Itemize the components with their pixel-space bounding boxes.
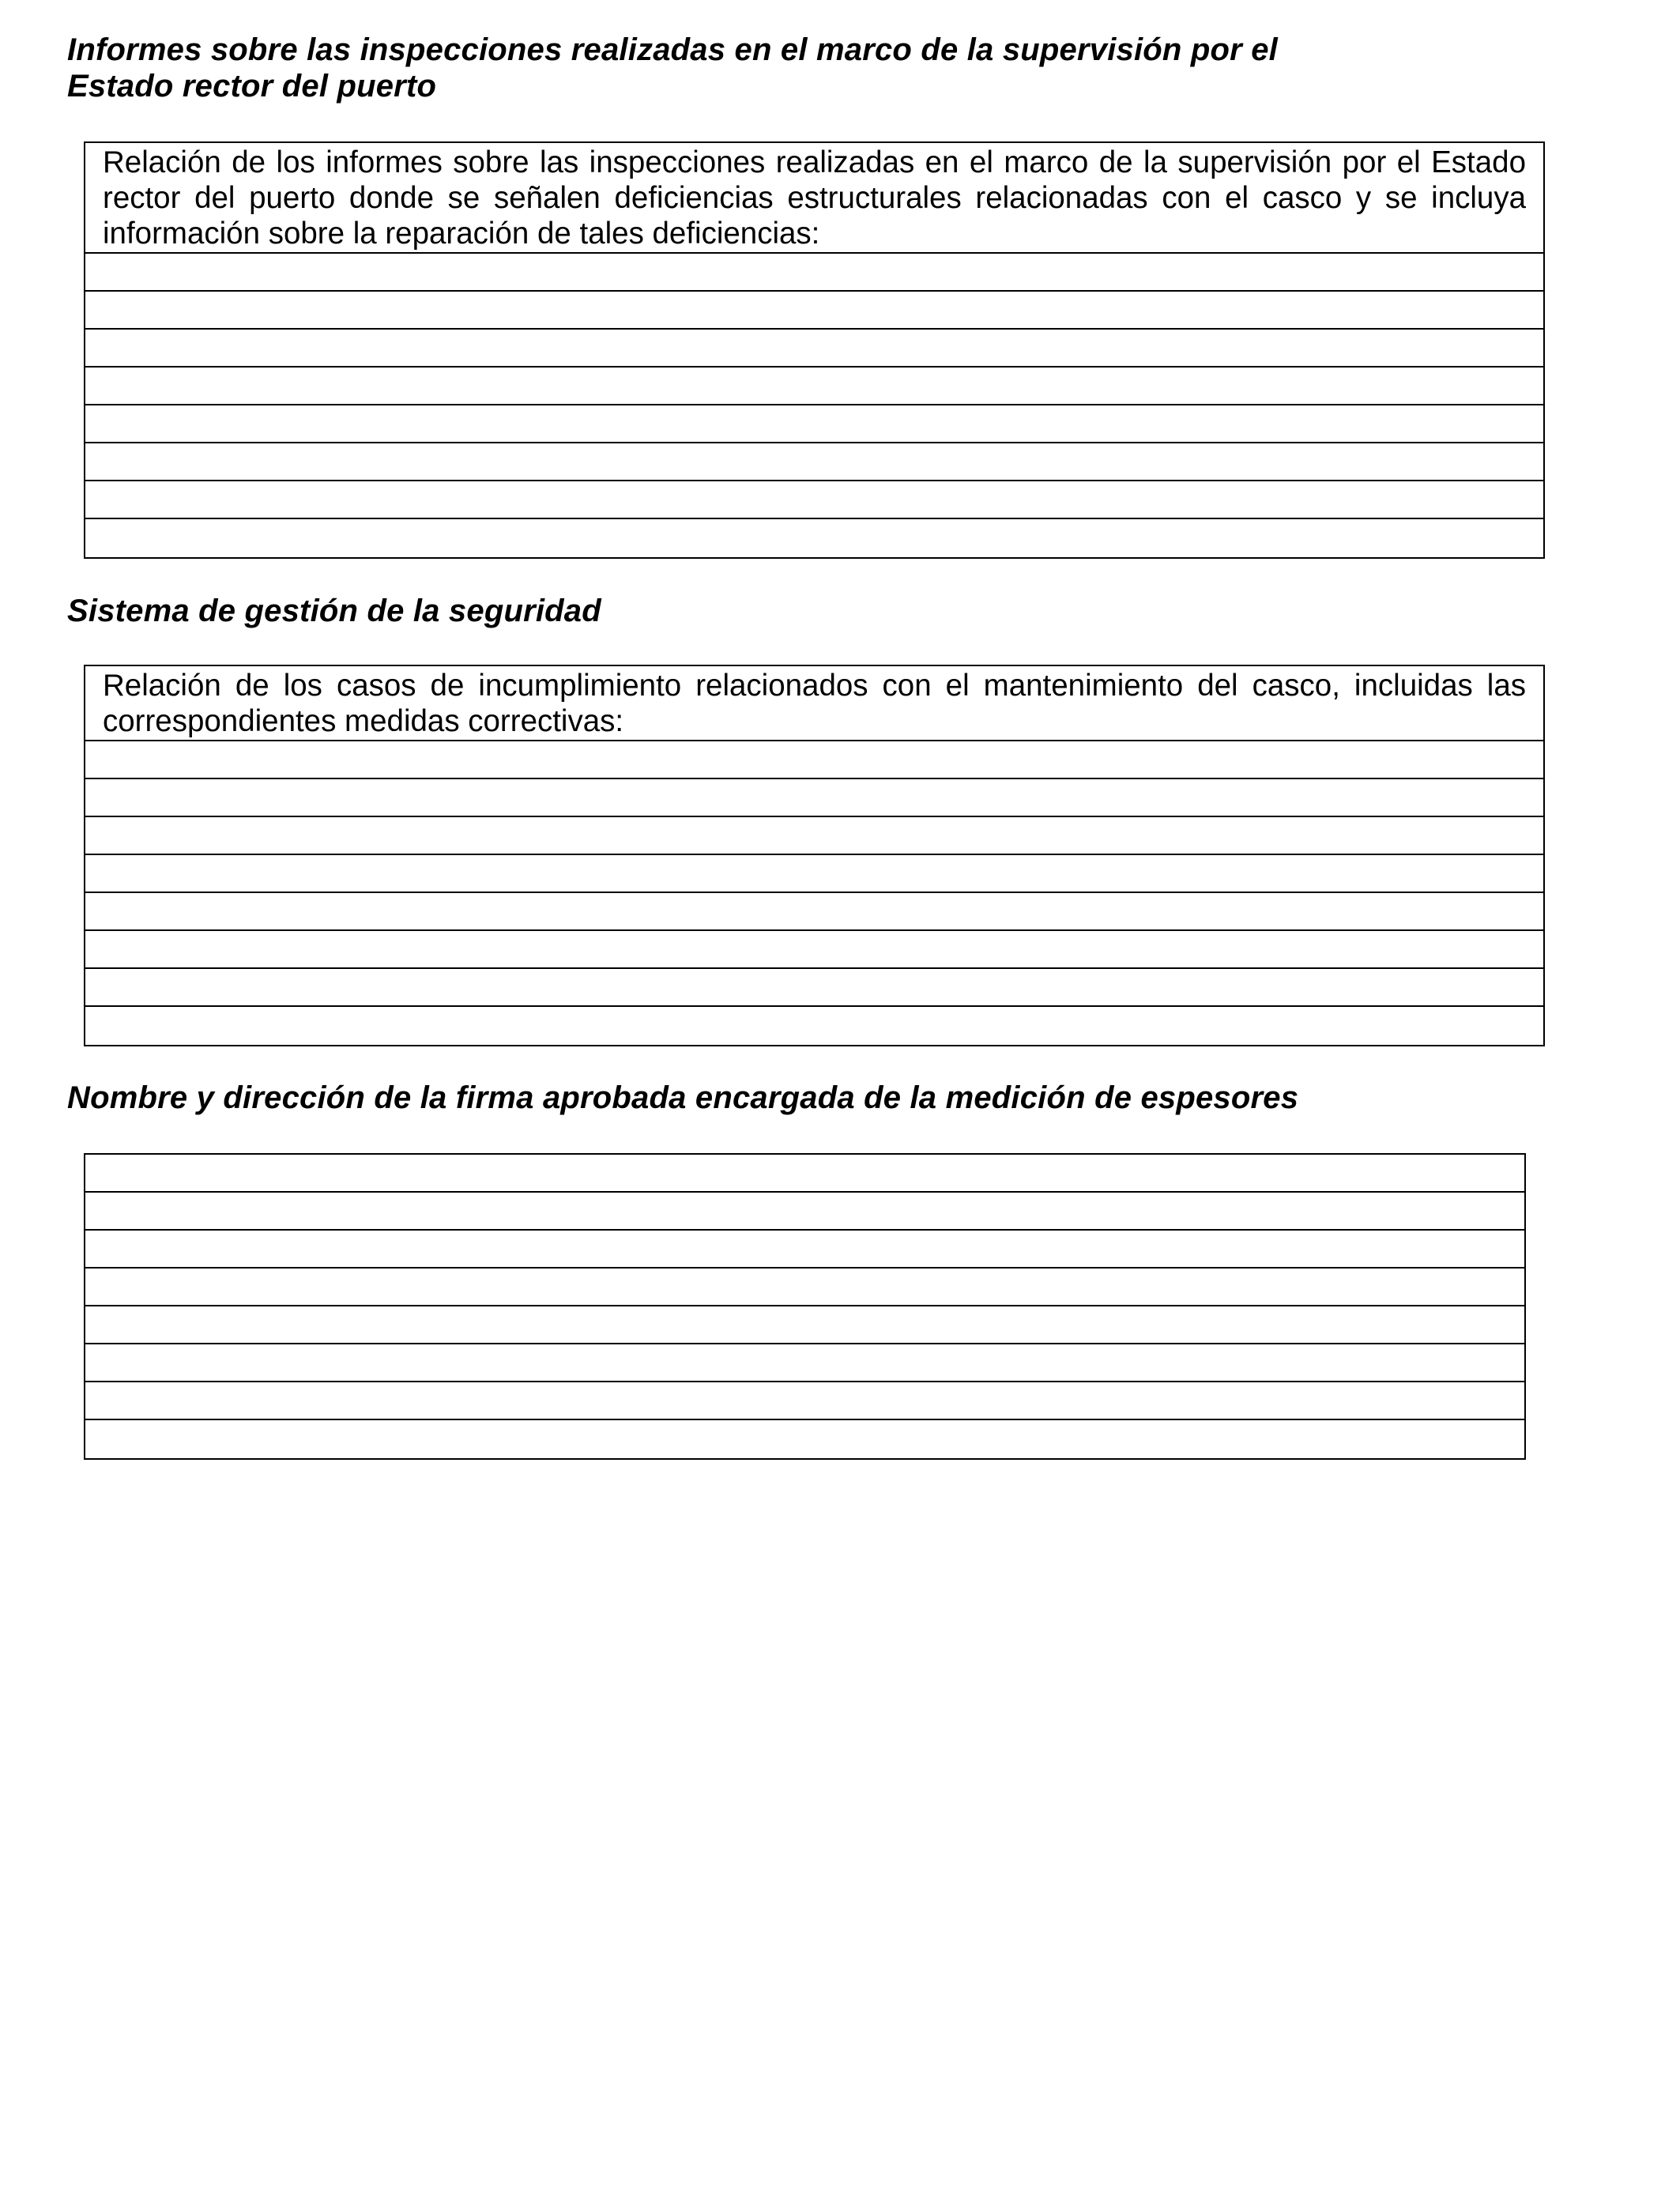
- psc-inspections-instructions: Relación de los informes sobre las inspecciones realizadas en el marco de la supervisión por el Estado rector del puerto donde se señalen deficiencias estructurales relacionadas con el casco y se incluya información sobre la reparación de tales deficiencias:: [85, 143, 1543, 254]
- entry-line-8[interactable]: [85, 519, 1543, 557]
- entry-line-6[interactable]: [85, 931, 1543, 969]
- entry-line-1[interactable]: [85, 741, 1543, 779]
- entry-line-1[interactable]: [85, 1155, 1524, 1193]
- entry-line-3[interactable]: [85, 330, 1543, 368]
- entry-line-2[interactable]: [85, 1193, 1524, 1231]
- entry-line-1[interactable]: [85, 254, 1543, 292]
- entry-line-4[interactable]: [85, 1269, 1524, 1306]
- entry-line-6[interactable]: [85, 443, 1543, 481]
- section-heading-psc-inspections: Informes sobre las inspecciones realizadas en el marco de la supervisión por el Estado rector del puerto: [67, 32, 1278, 104]
- entry-line-2[interactable]: [85, 292, 1543, 330]
- entry-line-5[interactable]: [85, 1306, 1524, 1344]
- entry-line-2[interactable]: [85, 779, 1543, 817]
- entry-line-8[interactable]: [85, 1420, 1524, 1458]
- section-heading-thickness-firm: Nombre y dirección de la firma aprobada encargada de la medición de espesores: [67, 1080, 1299, 1115]
- entry-line-5[interactable]: [85, 405, 1543, 443]
- entry-line-3[interactable]: [85, 1231, 1524, 1269]
- entry-line-7[interactable]: [85, 481, 1543, 519]
- entry-line-5[interactable]: [85, 893, 1543, 931]
- entry-line-7[interactable]: [85, 969, 1543, 1007]
- entry-line-4[interactable]: [85, 855, 1543, 893]
- safety-management-instructions: Relación de los casos de incumplimiento relacionados con el mantenimiento del casco, incluidas las correspondientes medidas correctivas:: [85, 666, 1543, 741]
- section-heading-safety-management: Sistema de gestión de la seguridad: [67, 594, 601, 628]
- entry-line-8[interactable]: [85, 1007, 1543, 1045]
- psc-inspections-table: [84, 141, 1545, 559]
- entry-line-6[interactable]: [85, 1344, 1524, 1382]
- entry-line-3[interactable]: [85, 817, 1543, 855]
- entry-line-4[interactable]: [85, 368, 1543, 405]
- entry-line-7[interactable]: [85, 1382, 1524, 1420]
- thickness-firm-table: [84, 1153, 1526, 1460]
- safety-management-table: [84, 665, 1545, 1046]
